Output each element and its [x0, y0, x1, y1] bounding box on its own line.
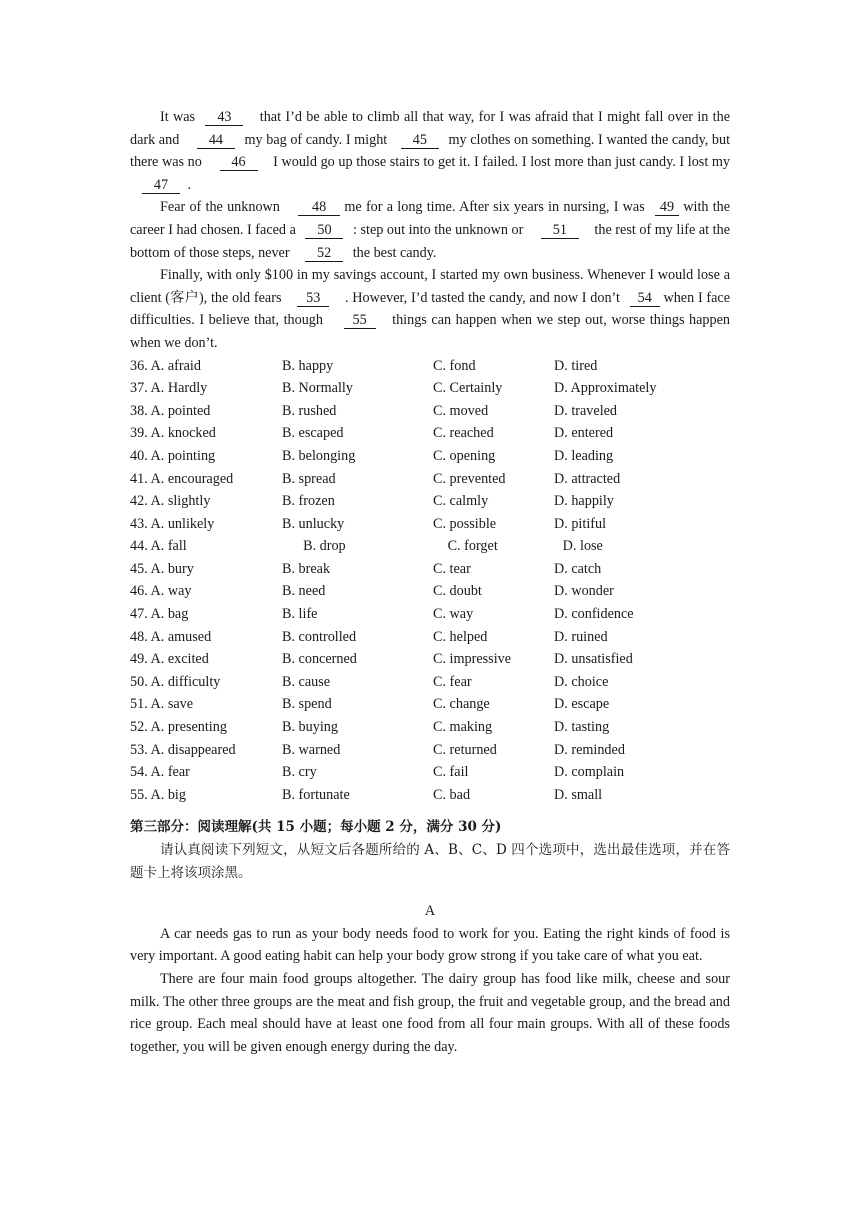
text: my clothes on something. I wanted the candy, but there was no	[130, 131, 731, 171]
option-a: 45. A. bury	[130, 560, 194, 577]
option-a: 42. A. slightly	[130, 493, 211, 510]
option-row	[130, 603, 730, 626]
option-a: 36. A. afraid	[130, 357, 201, 374]
option-d: D. ruined	[554, 628, 608, 645]
option-b: B. escaped	[282, 425, 344, 442]
option-b: B. cry	[282, 764, 317, 781]
option-row	[130, 468, 730, 491]
option-d: D. pitiful	[554, 515, 607, 532]
option-a: 48. A. amused	[130, 628, 212, 645]
option-a: 40. A. pointing	[130, 447, 216, 464]
option-d: D. happily	[554, 493, 614, 510]
blank-51: 51	[541, 222, 579, 239]
passage-label: A	[424, 903, 436, 920]
option-a: 49. A. excited	[130, 651, 209, 668]
option-d: D. traveled	[554, 402, 618, 419]
option-a: 44. A. fall	[130, 538, 187, 555]
option-a: 39. A. knocked	[130, 425, 216, 442]
option-a: 50. A. difficulty	[130, 673, 221, 690]
option-a: 53. A. disappeared	[130, 741, 236, 758]
section-title: 第三部分：阅读理解(共 15 小题；每小题 2 分，满分 30 分)	[130, 819, 502, 836]
option-a: 43. A. unlikely	[130, 515, 215, 532]
option-a: 46. A. way	[130, 583, 192, 600]
option-row	[130, 761, 730, 784]
option-c: C. doubt	[433, 583, 482, 600]
text: I would go up those stairs to get it. I failed. I lost more than just candy. I lost my	[273, 154, 731, 171]
document-page	[130, 106, 730, 1058]
text: : step out into the unknown or	[353, 221, 524, 238]
option-b: B. break	[282, 560, 331, 577]
option-row	[130, 558, 730, 581]
option-row	[130, 355, 730, 378]
text: the rest of my life at the bottom of those steps, never	[130, 221, 731, 261]
option-row	[130, 535, 730, 558]
text: that I’d be able to climb all that way, for I was afraid that I might fall over in the dark and	[130, 109, 731, 148]
option-row	[130, 648, 730, 671]
option-c: C. prevented	[433, 470, 506, 487]
option-b: B. unlucky	[282, 515, 345, 532]
option-row	[130, 693, 730, 716]
paragraph-2	[130, 196, 730, 264]
option-b: B. spread	[282, 470, 336, 487]
blank-49: 49	[655, 199, 679, 216]
option-d: D. small	[554, 786, 603, 803]
option-d: D. tired	[554, 357, 598, 374]
text: the best candy.	[352, 244, 437, 261]
option-row	[130, 445, 730, 468]
text: Fear of the unknown	[160, 199, 280, 216]
option-b: B. drop	[303, 538, 346, 555]
option-d: D. complain	[554, 764, 625, 781]
option-c: C. fail	[433, 764, 469, 781]
option-b: B. fortunate	[282, 786, 350, 803]
option-c: C. possible	[433, 515, 497, 532]
option-b: B. life	[282, 606, 318, 623]
option-row	[130, 626, 730, 649]
blank-46: 46	[220, 154, 258, 171]
option-d: D. choice	[554, 673, 609, 690]
option-d: D. wonder	[554, 583, 614, 600]
option-b: B. frozen	[282, 493, 335, 510]
option-a: 38. A. pointed	[130, 402, 211, 419]
option-row	[130, 716, 730, 739]
paragraph-1	[130, 106, 730, 196]
option-c: C. Certainly	[433, 380, 503, 397]
text: with the career I had chosen. I faced a	[130, 199, 731, 238]
option-d: D. tasting	[554, 719, 610, 736]
passage-a-paragraph-2: There are four main food groups altogether. The dairy group has food like milk, cheese and sour milk. The other three groups are the meat and fish group, the fruit and vegetable group, and the bread and rice group. Each meal should have at least one food from all four main groups. With all of these foods together, you will be given enough energy during the day.	[130, 970, 730, 1055]
option-a: 37. A. Hardly	[130, 380, 208, 397]
option-c: C. reached	[433, 425, 494, 442]
option-row	[130, 739, 730, 762]
option-b: B. controlled	[282, 628, 357, 645]
option-b: B. belonging	[282, 447, 356, 464]
text: .	[187, 176, 192, 193]
text: my bag of candy. I might	[244, 131, 388, 148]
blank-44: 44	[197, 132, 235, 149]
option-a: 51. A. save	[130, 696, 194, 713]
text: things can happen when we step out, worse things happen when we don’t.	[130, 312, 731, 351]
option-d: D. unsatisfied	[554, 651, 633, 668]
options-list	[130, 355, 730, 807]
option-c: C. bad	[433, 786, 471, 803]
option-c: C. tear	[433, 560, 471, 577]
option-a: 54. A. fear	[130, 764, 190, 781]
option-c: C. returned	[433, 741, 497, 758]
option-row	[130, 784, 730, 807]
blank-47: 47	[142, 177, 180, 194]
option-b: B. cause	[282, 673, 331, 690]
option-a: 47. A. bag	[130, 606, 189, 623]
option-row	[130, 513, 730, 536]
option-d: D. leading	[554, 447, 614, 464]
option-d: D. catch	[554, 560, 602, 577]
text: Finally, with only $100 in my savings account, I started my own business. Whenever I would lose a client (客户), the old fears	[130, 267, 730, 306]
option-b: B. need	[282, 583, 326, 600]
blank-52: 52	[305, 245, 343, 262]
text: me for a long time. After six years in nursing, I was	[344, 199, 645, 216]
option-c: C. moved	[433, 402, 489, 419]
option-row	[130, 377, 730, 400]
option-c: C. helped	[433, 628, 488, 645]
option-c: C. fond	[433, 357, 476, 374]
option-c: C. way	[433, 606, 474, 623]
option-row	[130, 490, 730, 513]
option-a: 52. A. presenting	[130, 719, 227, 736]
option-d: D. reminded	[554, 741, 625, 758]
option-a: 55. A. big	[130, 786, 186, 803]
option-b: B. warned	[282, 741, 341, 758]
option-row	[130, 580, 730, 603]
option-row	[130, 671, 730, 694]
option-b: B. spend	[282, 696, 332, 713]
passage-a-paragraph-1: A car needs gas to run as your body needs food to work for you. Eating the right kinds of food is very important. A good eating habit can help your body grow strong if you take care of what you eat.	[130, 925, 730, 965]
option-row	[130, 422, 730, 445]
blank-43: 43	[205, 109, 243, 126]
blank-50: 50	[305, 222, 343, 239]
option-d: D. attracted	[554, 470, 621, 487]
blank-45: 45	[401, 132, 439, 149]
option-d: D. Approximately	[554, 380, 657, 397]
option-d: D. escape	[554, 696, 610, 713]
option-d: D. lose	[562, 538, 603, 555]
section-instruction: 请认真阅读下列短文，从短文后各题所给的 A、B、C、D 四个选项中，选出最佳选项，并在答题卡上将该项涂黑。	[130, 842, 730, 881]
option-c: C. change	[433, 696, 490, 713]
option-b: B. buying	[282, 719, 338, 736]
option-c: C. impressive	[433, 651, 512, 668]
paragraph-3	[130, 264, 730, 354]
option-c: C. calmly	[433, 493, 489, 510]
option-d: D. entered	[554, 425, 614, 442]
option-b: B. Normally	[282, 380, 353, 397]
option-b: B. concerned	[282, 651, 357, 668]
option-c: C. opening	[433, 447, 496, 464]
text: . However, I’d tasted the candy, and now I don’t	[344, 289, 620, 306]
option-c: C. forget	[447, 538, 498, 555]
text: It was	[160, 109, 196, 125]
blank-54: 54	[630, 290, 660, 307]
blank-53: 53	[297, 290, 329, 307]
option-c: C. making	[433, 719, 493, 736]
blank-48: 48	[298, 199, 340, 216]
text: when I face difficulties. I believe that, though	[130, 289, 731, 329]
option-a: 41. A. encouraged	[130, 470, 234, 487]
option-c: C. fear	[433, 673, 472, 690]
option-b: B. rushed	[282, 402, 337, 419]
option-d: D. confidence	[554, 606, 634, 623]
option-row	[130, 400, 730, 423]
option-b: B. happy	[282, 357, 334, 374]
blank-55: 55	[344, 312, 376, 329]
